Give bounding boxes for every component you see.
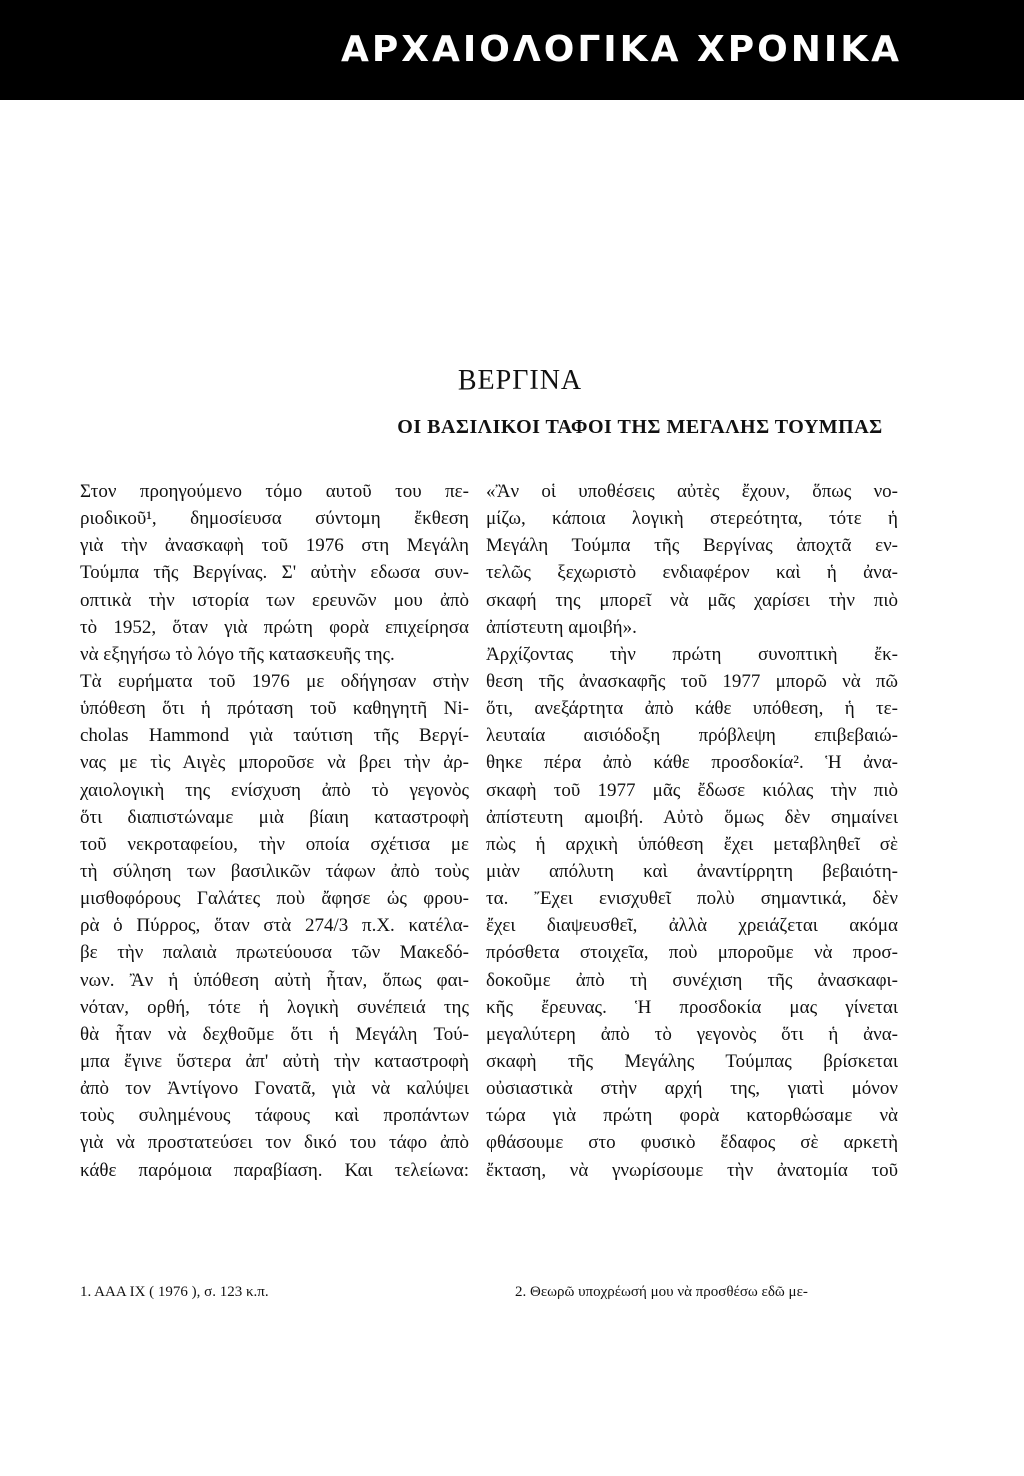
- text-line: σκαφὴ τῆς Μεγάλης Τούμπας βρίσκεται: [486, 1050, 898, 1072]
- text-line: χαιολογικὴ της ενίσχυση ἀπὸ τὸ γεγονὸς: [80, 779, 469, 801]
- text-line: ὅτι διαπιστώναμε μιὰ βίαιη καταστροφὴ: [80, 806, 469, 828]
- text-line: πὼς ἡ αρχικὴ ὑπόθεση ἔχει μεταβληθεῖ σὲ: [486, 833, 898, 855]
- text-line: φθάσουμε στο φυσικὸ ἔδαφος σὲ αρκετὴ: [486, 1132, 898, 1154]
- text-line: ἀπίστευτη αμοιβή. Αὐτὸ ὅμως δὲν σημαίνει: [486, 806, 898, 828]
- text-line: μεγαλύτερη ἀπὸ τὸ γεγονὸς ὅτι ἡ ἀνα-: [486, 1023, 898, 1045]
- text-line: νόταν, ορθή, τότε ἡ λογικὴ συνέπειά της: [80, 996, 469, 1018]
- text-line: σκαφὴ τοῦ 1977 μᾶς ἔδωσε κιόλας τὴν πιὸ: [486, 779, 898, 801]
- text-line: κάθε παρόμοια παραβίαση. Και τελείωνα:: [80, 1159, 469, 1181]
- text-line: μιὰν απόλυτη καὶ ἀναντίρρητη βεβαιότη-: [486, 860, 898, 882]
- text-line: οὐσιαστικὰ στὴν αρχή της, γιατὶ μόνον: [486, 1078, 898, 1100]
- text-line: τὴ σύληση των βασιλικῶν τάφων ἀπὸ τοὺς: [80, 860, 469, 882]
- text-line: βε τὴν παλαιὰ πρωτεύουσα τῶν Μακεδό-: [80, 942, 469, 964]
- text-line: Μεγάλη Τούμπα τῆς Βεργίνας ἀποχτᾶ εν-: [486, 535, 898, 557]
- text-line: δοκοῦμε ἀπὸ τὴ συνέχιση τῆς ἀνασκαφι-: [486, 969, 898, 991]
- text-line: θεση τῆς ἀνασκαφῆς τοῦ 1977 μπορῶ νὰ πῶ: [486, 670, 898, 692]
- header-band: [0, 0, 1024, 100]
- footnote-1: 1. ΑΑΑ IX ( 1976 ), σ. 123 κ.π.: [80, 1284, 269, 1300]
- text-line: τώρα γιὰ πρώτη φορὰ κατορθώσαμε νὰ: [486, 1105, 898, 1127]
- text-line: ἀπίστευτη αμοιβή».: [486, 616, 637, 638]
- text-line: γιὰ τὴν ἀνασκαφὴ τοῦ 1976 στη Μεγάλη: [80, 535, 469, 557]
- text-line: ὑπόθεση ὅτι ἡ πρόταση τοῦ καθηγητῆ Ni-: [80, 698, 469, 720]
- text-line: νὰ εξηγήσω τὸ λόγο τῆς κατασκευῆς της.: [80, 643, 395, 665]
- journal-title: ΑΡΧΑΙΟΛΟΓΙΚΑ ΧΡΟΝΙΚΑ: [341, 29, 902, 70]
- text-line: Τούμπα τῆς Βεργίνας. Σ' αὐτὴν εδωσα συν-: [80, 562, 469, 584]
- text-line: ρὰ ὁ Πύρρος, ὅταν στὰ 274/3 π.Χ. κατέλα-: [80, 915, 469, 937]
- text-line: «Ἂν οἱ υποθέσεις αὐτὲς ἔχουν, ὅπως νο-: [486, 481, 898, 502]
- text-line: λευταία αισιόδοξη πρόβλεψη επιβεβαιώ-: [486, 725, 898, 747]
- text-line: Ἀρχίζοντας τὴν πρώτη συνοπτικὴ ἔκ-: [486, 643, 898, 665]
- text-line: θὰ ἦταν νὰ δεχθοῦμε ὅτι ἡ Μεγάλη Τού-: [80, 1023, 469, 1045]
- text-line: νας με τὶς Αιγὲς μποροῦσε νὰ βρει τὴν ἀρ-: [80, 752, 469, 774]
- text-line: ὅτι, ανεξάρτητα ἀπὸ κάθε υπόθεση, ἡ τε-: [486, 698, 898, 720]
- text-line: ἀπὸ τον Ἀντίγονο Γονατᾶ, γιὰ νὰ καλύψει: [80, 1078, 469, 1100]
- text-line: μίζω, κάποια λογικὴ στερεότητα, τότε ἡ: [486, 508, 898, 530]
- text-line: πρόσθετα στοιχεῖα, ποὺ μποροῦμε νὰ προσ-: [486, 942, 898, 964]
- article-subtitle: ΟΙ ΒΑΣΙΛΙΚΟΙ ΤΑΦΟΙ ΤΗΣ ΜΕΓΑΛΗΣ ΤΟΥΜΠΑΣ: [397, 416, 883, 438]
- text-line: τα. Ἔχει ενισχυθεῖ πολὺ σημαντικά, δὲν: [486, 888, 898, 910]
- footnote-2: 2. Θεωρῶ υποχρέωσή μου νὰ προσθέσω εδῶ με-: [515, 1284, 808, 1300]
- text-line: νων. Ἂν ἡ ὑπόθεση αὐτὴ ἦταν, ὅπως φαι-: [80, 969, 469, 991]
- text-column-left: [80, 478, 469, 1218]
- text-line: οπτικὰ τὴν ιστορία των ερευνῶν μου ἀπὸ: [80, 589, 469, 611]
- text-line: ἔκταση, νὰ γνωρίσουμε τὴν ἀνατομία τοῦ: [486, 1159, 898, 1181]
- text-column-right: [486, 478, 898, 1218]
- article-title: ΒΕΡΓΙΝΑ: [457, 365, 583, 396]
- text-line: τὸ 1952, ὅταν γιὰ πρώτη φορὰ επιχείρησα: [80, 616, 469, 638]
- text-line: τοὺς συλημένους τάφους καὶ προπάντων: [80, 1105, 469, 1127]
- text-line: θηκε πέρα ἀπὸ κάθε προσδοκία². Ἡ ἀνα-: [486, 752, 898, 774]
- text-line: γιὰ νὰ προστατεύσει τον δικό του τάφο ἀπὸ: [80, 1132, 469, 1154]
- text-line: Στον προηγούμενο τόμο αυτοῦ του πε-: [80, 481, 469, 502]
- text-line: ριοδικοῦ¹, δημοσίευσα σύντομη ἔκθεση: [80, 508, 469, 530]
- text-line: τελῶς ξεχωριστὸ ενδιαφέρον καὶ ἡ ἀνα-: [486, 562, 898, 584]
- text-line: κῆς ἔρευνας. Ἡ προσδοκία μας γίνεται: [486, 996, 898, 1018]
- text-line: cholas Hammond γιὰ ταύτιση τῆς Βεργί-: [80, 725, 469, 747]
- text-line: μπα ἔγινε ὕστερα ἀπ' αὐτὴ τὴν καταστροφὴ: [80, 1050, 469, 1072]
- text-line: σκαφή της μπορεῖ νὰ μᾶς χαρίσει τὴν πιὸ: [486, 589, 898, 611]
- text-line: τοῦ νεκροταφείου, τὴν οποία σχέτισα με: [80, 833, 469, 855]
- text-line: Τὰ ευρήματα τοῦ 1976 με οδήγησαν στὴν: [80, 670, 469, 692]
- text-line: μισθοφόρους Γαλάτες ποὺ ἄφησε ὡς φρου-: [80, 888, 469, 910]
- text-line: ἔχει διαψευσθεῖ, ἀλλὰ χρειάζεται ακόμα: [486, 915, 898, 937]
